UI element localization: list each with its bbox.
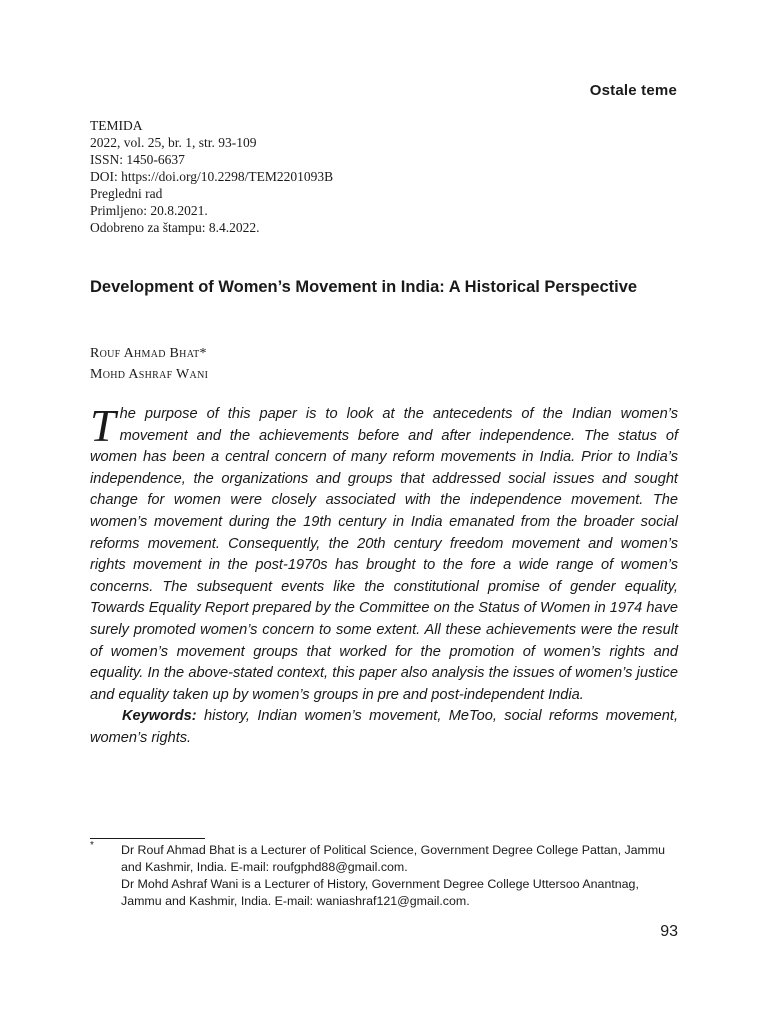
keywords xyxy=(90,706,678,749)
abstract xyxy=(90,400,678,706)
received-date: Primljeno: 20.8.2021. xyxy=(90,203,208,218)
article-doi: DOI: https://doi.org/10.2298/TEM2201093B xyxy=(90,169,334,184)
journal-issue: 2022, vol. 25, br. 1, str. 93-109 xyxy=(90,135,257,150)
drop-cap: T xyxy=(90,400,116,451)
article-title: Development of Women’s Movement in India: A Historical Perspective xyxy=(90,278,638,296)
keywords-label: Keywords: xyxy=(122,708,197,724)
article-type: Pregledni rad xyxy=(90,186,163,201)
approved-date: Odobreno za štampu: 8.4.2022. xyxy=(90,220,260,235)
footnote xyxy=(121,842,681,910)
abstract-text: he purpose of this paper is to look at the antecedents of the Indian women’s movement and the achievements before and after independence. The status of women has been a central concern of many reform movements in India. Prior to India’s independence, the organizations and groups that addressed social issues and sought change for women were closely associated with the independence movement. The women’s movement during the 19th century in India emanated from the broader social reforms movement. Consequently, the 20th century freedom movement and women’s rights movement in the post-1970s has brought to the fore a wide range of women’s concerns. The subsequent events like the constitutional promise of gender equality, Towards Equality Report prepared by the Committee on the Status of Women in 1974 have surely promoted women’s concern to some extent. All these achievements were the result of women’s movement groups that worked for the promotion of women’s rights and equality. In the above-stated context, this paper also analysis the issues of women’s justice and equality taken up by women’s groups in pre and post-independent India. xyxy=(90,406,678,703)
page-number: 93 xyxy=(660,923,678,940)
footnote-line-2: Dr Mohd Ashraf Wani is a Lecturer of History, Government Degree College Uttersoo Anantnag, Jammu and Kashmir, India. E-mail: waniashraf121@gmail.com. xyxy=(121,877,639,908)
journal-issn: ISSN: 1450-6637 xyxy=(90,152,185,167)
footnote-line-1: Dr Rouf Ahmad Bhat is a Lecturer of Political Science, Government Degree College Pattan, Jammu and Kashmir, India. E-mail: roufgphd88@gmail.com. xyxy=(121,843,666,874)
journal-metadata xyxy=(90,117,510,236)
footnote-divider xyxy=(90,838,205,839)
footnote-mark: * xyxy=(90,840,94,851)
author-list xyxy=(90,343,208,385)
author-1: Rouf Ahmad Bhat* xyxy=(90,346,207,361)
keywords-text: history, Indian women’s movement, MeToo, social reforms movement, women’s rights. xyxy=(90,708,678,746)
section-label: Ostale teme xyxy=(589,82,677,99)
author-2: Mohd Ashraf Wani xyxy=(90,367,209,382)
journal-name: TEMIDA xyxy=(90,118,143,133)
